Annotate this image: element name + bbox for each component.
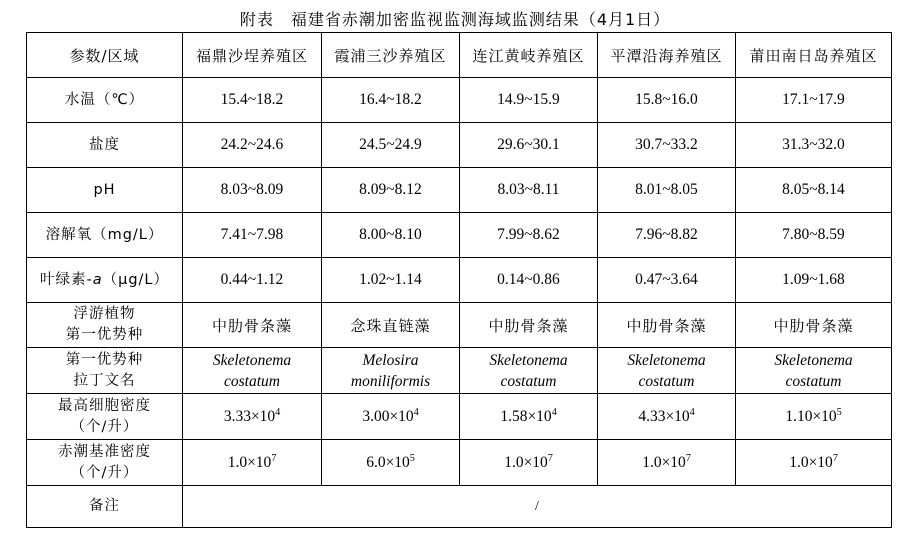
chlorophyll-label-prefix: 叶绿素- [39, 271, 93, 288]
ph-value: 8.03~8.09 [183, 168, 322, 213]
density-mantissa: 3.33×10 [223, 407, 276, 425]
density-exponent: 7 [685, 452, 691, 464]
ph-value: 8.01~8.05 [598, 168, 736, 213]
row-latin-name [27, 348, 892, 394]
latin-species: costatum [785, 372, 842, 390]
latin-name-label-line2: 拉丁文名 [73, 372, 136, 389]
dominant-species-value: 中肋骨条藻 [183, 303, 322, 348]
row-chlorophyll [27, 258, 892, 303]
latin-name-value [736, 348, 892, 394]
salinity-label: 盐度 [27, 123, 183, 168]
density-mantissa: 6.0×10 [366, 453, 410, 471]
density-exponent: 5 [409, 452, 415, 464]
water-temp-label: 水温（℃） [27, 78, 183, 123]
latin-name-label [27, 348, 183, 394]
density-exponent: 7 [547, 452, 553, 464]
row-ph [27, 168, 892, 213]
monitoring-results-table [26, 32, 892, 528]
salinity-value: 24.2~24.6 [183, 123, 322, 168]
region-header-fuding: 福鼎沙埕养殖区 [183, 33, 322, 78]
latin-genus: Skeletonema [212, 351, 292, 369]
dominant-species-value: 中肋骨条藻 [598, 303, 736, 348]
ph-value: 8.05~8.14 [736, 168, 892, 213]
density-exponent: 7 [832, 452, 838, 464]
density-mantissa: 3.00×10 [362, 407, 414, 425]
dominant-species-value: 中肋骨条藻 [460, 303, 598, 348]
row-max-cell-density [27, 394, 892, 440]
max-density-value [460, 394, 598, 440]
max-density-label [27, 394, 183, 440]
chlorophyll-label-italic: a [92, 271, 103, 288]
max-density-value [736, 394, 892, 440]
density-exponent: 4 [689, 406, 695, 418]
density-mantissa: 1.10×10 [785, 407, 837, 425]
water-temp-value: 17.1~17.9 [736, 78, 892, 123]
row-dissolved-oxygen [27, 213, 892, 258]
baseline-density-value [183, 440, 322, 486]
dissolved-oxygen-value: 7.99~8.62 [460, 213, 598, 258]
latin-species: costatum [500, 372, 557, 390]
region-header-lianjiang: 连江黄岐养殖区 [460, 33, 598, 78]
chlorophyll-label-suffix: （μg/L） [102, 271, 170, 288]
dominant-species-value: 中肋骨条藻 [736, 303, 892, 348]
chlorophyll-value: 0.47~3.64 [598, 258, 736, 303]
ph-value: 8.09~8.12 [322, 168, 460, 213]
max-density-value [183, 394, 322, 440]
latin-name-value [460, 348, 598, 394]
density-mantissa: 4.33×10 [638, 407, 690, 425]
region-header-pingtan: 平潭沿海养殖区 [598, 33, 736, 78]
latin-species: costatum [638, 372, 695, 390]
latin-species: costatum [224, 372, 280, 390]
water-temp-value: 15.8~16.0 [598, 78, 736, 123]
baseline-density-value [598, 440, 736, 486]
chlorophyll-value: 1.09~1.68 [736, 258, 892, 303]
salinity-value: 24.5~24.9 [322, 123, 460, 168]
row-remarks [27, 486, 892, 528]
header-row [27, 33, 892, 78]
salinity-value: 29.6~30.1 [460, 123, 598, 168]
param-region-header: 参数/区域 [27, 33, 183, 78]
dissolved-oxygen-value: 7.96~8.82 [598, 213, 736, 258]
dominant-species-label-line2: 第一优势种 [65, 327, 144, 343]
latin-name-label-line1: 第一优势种 [65, 351, 144, 368]
density-exponent: 7 [271, 452, 277, 464]
latin-name-value [183, 348, 322, 394]
latin-name-value [598, 348, 736, 394]
dissolved-oxygen-value: 7.80~8.59 [736, 213, 892, 258]
density-exponent: 4 [275, 406, 281, 418]
row-water-temp [27, 78, 892, 123]
max-density-value [322, 394, 460, 440]
row-baseline-density [27, 440, 892, 486]
chlorophyll-value: 0.44~1.12 [183, 258, 322, 303]
chlorophyll-label [27, 258, 183, 303]
dominant-species-label [27, 303, 183, 348]
dominant-species-label-line1: 浮游植物 [73, 306, 136, 322]
dominant-species-value: 念珠直链藻 [322, 303, 460, 348]
chlorophyll-value: 1.02~1.14 [322, 258, 460, 303]
baseline-density-value [460, 440, 598, 486]
baseline-density-label-line1: 赤潮基准密度 [58, 443, 151, 460]
dissolved-oxygen-value: 7.41~7.98 [183, 213, 322, 258]
dissolved-oxygen-label: 溶解氧（mg/L） [27, 213, 183, 258]
water-temp-value: 16.4~18.2 [322, 78, 460, 123]
density-exponent: 5 [836, 406, 842, 418]
density-mantissa: 1.0×10 [504, 453, 548, 471]
dissolved-oxygen-value: 8.00~8.10 [322, 213, 460, 258]
row-salinity [27, 123, 892, 168]
table-title: 附表 福建省赤潮加密监视监测海域监测结果（4月1日） [239, 10, 671, 29]
density-exponent: 4 [413, 406, 419, 418]
row-dominant-species [27, 303, 892, 348]
latin-name-value [322, 348, 460, 394]
density-mantissa: 1.0×10 [227, 453, 272, 471]
water-temp-value: 14.9~15.9 [460, 78, 598, 123]
salinity-value: 30.7~33.2 [598, 123, 736, 168]
baseline-density-value [736, 440, 892, 486]
baseline-density-label-line2: （个/升） [70, 464, 139, 481]
region-header-xiapu: 霞浦三沙养殖区 [322, 33, 460, 78]
baseline-density-value [322, 440, 460, 486]
ph-label: pH [27, 168, 183, 213]
latin-genus: Melosira [362, 351, 419, 369]
salinity-value: 31.3~32.0 [736, 123, 892, 168]
remarks-value: / [183, 486, 892, 528]
max-density-label-line2: （个/升） [70, 418, 139, 435]
max-density-value [598, 394, 736, 440]
max-density-label-line1: 最高细胞密度 [58, 397, 151, 414]
latin-species: moniliformis [350, 372, 431, 390]
density-mantissa: 1.58×10 [500, 407, 552, 425]
baseline-density-label [27, 440, 183, 486]
latin-genus: Skeletonema [774, 351, 853, 369]
latin-genus: Skeletonema [489, 351, 568, 369]
density-exponent: 4 [551, 406, 557, 418]
remarks-label: 备注 [27, 486, 183, 528]
water-temp-value: 15.4~18.2 [183, 78, 322, 123]
density-mantissa: 1.0×10 [789, 453, 833, 471]
ph-value: 8.03~8.11 [460, 168, 598, 213]
latin-genus: Skeletonema [627, 351, 706, 369]
chlorophyll-value: 0.14~0.86 [460, 258, 598, 303]
density-mantissa: 1.0×10 [642, 453, 686, 471]
region-header-putian: 莆田南日岛养殖区 [736, 33, 892, 78]
